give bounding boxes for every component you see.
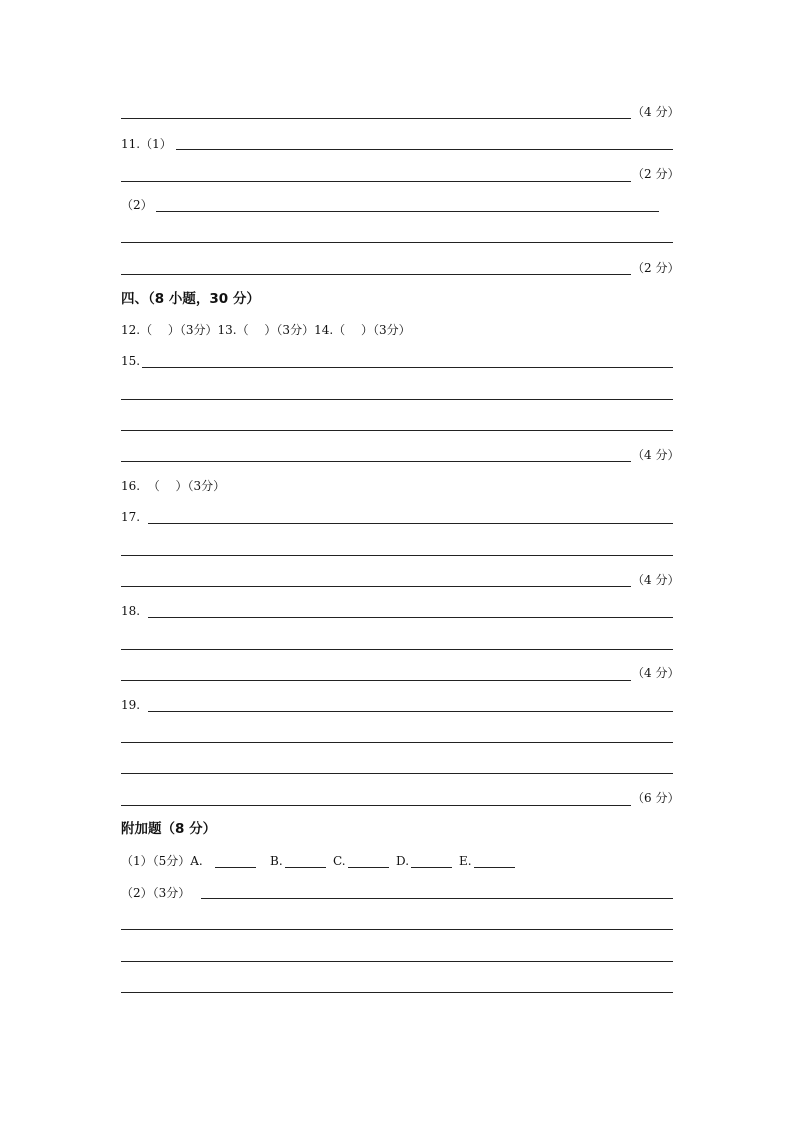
bonus-e-label: E. xyxy=(459,854,472,868)
answer-line[interactable] xyxy=(148,711,673,712)
answer-line[interactable] xyxy=(121,242,673,243)
bonus-q2-label: （2）（3分） xyxy=(121,886,191,900)
bonus-d-label: D. xyxy=(396,854,410,868)
answer-line[interactable] xyxy=(121,773,673,774)
answer-line[interactable] xyxy=(156,211,659,212)
answer-line[interactable] xyxy=(121,586,631,587)
score-label: （4 分） xyxy=(632,105,680,119)
score-label: （4 分） xyxy=(632,448,680,462)
bonus-q1-prefix: （1）（5分）A. xyxy=(121,854,203,868)
answer-line[interactable] xyxy=(121,929,673,930)
answer-line[interactable] xyxy=(121,680,631,681)
blank-d[interactable] xyxy=(411,867,452,868)
bonus-title: 附加题（8 分） xyxy=(121,821,217,837)
answer-line[interactable] xyxy=(176,149,673,150)
answer-line[interactable] xyxy=(142,367,673,368)
q11-sub2-label: （2） xyxy=(121,198,153,212)
answer-line[interactable] xyxy=(121,399,673,400)
blank-e[interactable] xyxy=(474,867,515,868)
answer-line[interactable] xyxy=(121,274,631,275)
q15-label: 15. xyxy=(121,354,141,368)
answer-line[interactable] xyxy=(121,461,631,462)
answer-line[interactable] xyxy=(121,805,631,806)
blank-b[interactable] xyxy=(285,867,326,868)
q11-label: 11.（1） xyxy=(121,137,172,151)
bonus-b-label: B. xyxy=(270,854,283,868)
q19-label: 19. xyxy=(121,698,141,712)
q18-label: 18. xyxy=(121,604,141,618)
score-label: （4 分） xyxy=(632,666,680,680)
answer-line[interactable] xyxy=(148,617,673,618)
section-title: 四、（8 小题，30 分） xyxy=(121,291,260,307)
bonus-c-label: C. xyxy=(333,854,346,868)
answer-line[interactable] xyxy=(121,430,673,431)
blank-a[interactable] xyxy=(215,867,256,868)
q16-line: 16. （ ）（3分） xyxy=(121,479,226,493)
answer-line[interactable] xyxy=(121,742,673,743)
answer-line[interactable] xyxy=(201,898,673,899)
answer-line[interactable] xyxy=(121,649,673,650)
blank-c[interactable] xyxy=(348,867,389,868)
answer-line[interactable] xyxy=(121,961,673,962)
answer-line[interactable] xyxy=(121,181,631,182)
answer-line[interactable] xyxy=(148,523,673,524)
score-label: （2 分） xyxy=(632,261,680,275)
answer-line[interactable] xyxy=(121,992,673,993)
answer-line[interactable] xyxy=(121,118,631,119)
score-label: （4 分） xyxy=(632,573,680,587)
score-label: （2 分） xyxy=(632,167,680,181)
q12-14-line: 12.（ ）（3分）13.（ ）（3分）14.（ ）（3分） xyxy=(121,323,411,337)
score-label: （6 分） xyxy=(632,791,680,805)
q17-label: 17. xyxy=(121,510,141,524)
answer-line[interactable] xyxy=(121,555,673,556)
